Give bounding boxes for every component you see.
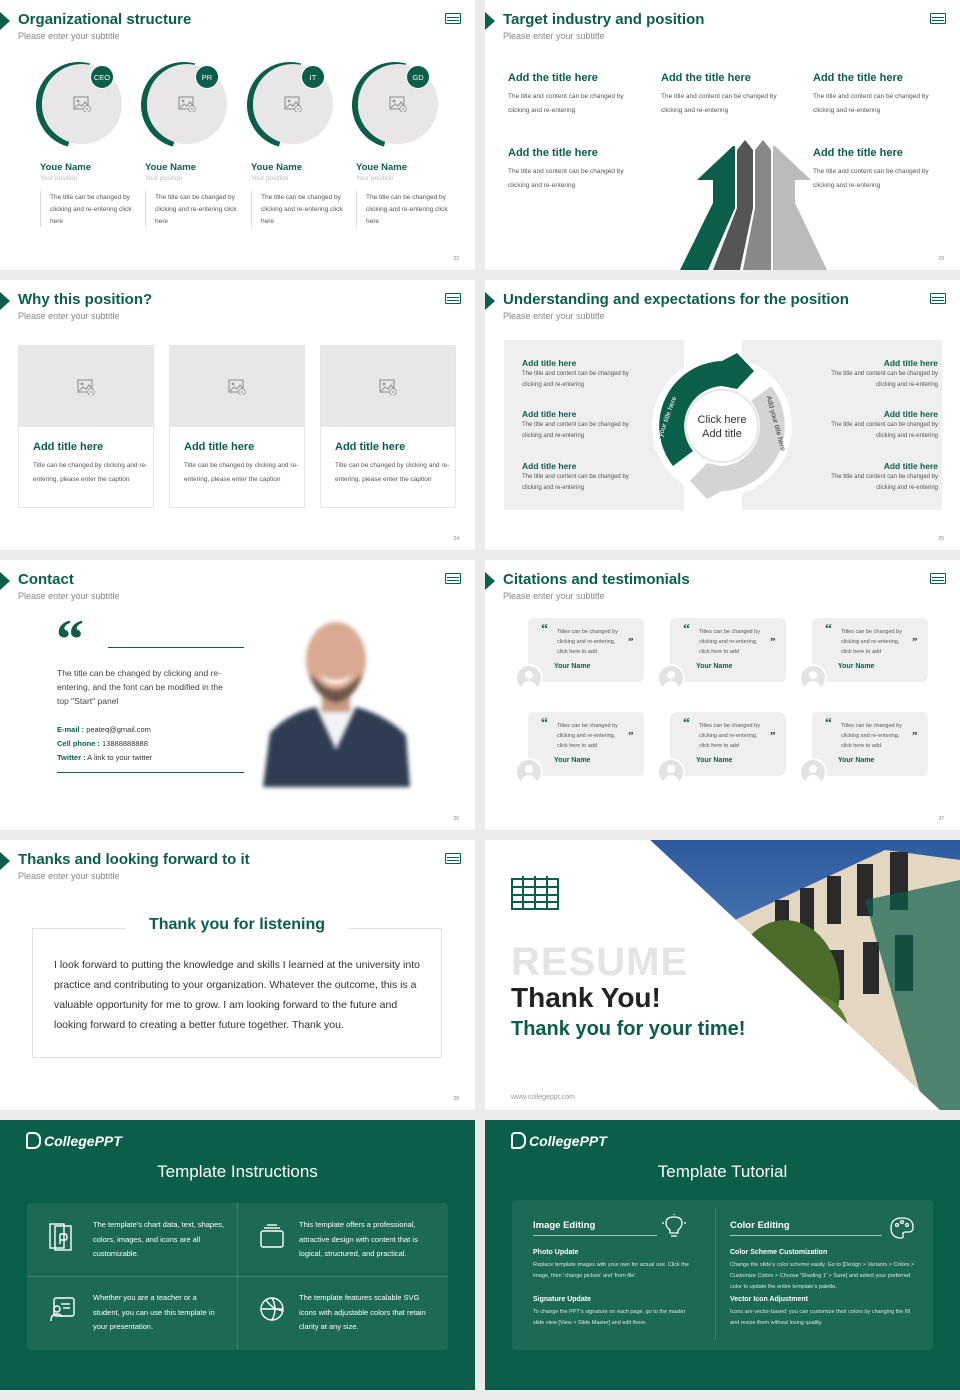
slide-subtitle: Please enter your subtitle	[503, 591, 605, 601]
target-item-title: Add the title here	[508, 147, 598, 159]
expectation-item	[823, 461, 938, 494]
card-image[interactable]	[170, 346, 304, 427]
card-title: Add title here	[335, 441, 406, 453]
contact-description: The title can be changed by clicking and re-entering, and the font can be modified in the top "Start" panel	[57, 668, 223, 706]
role-badge: IT	[301, 65, 325, 89]
page-number: 28	[453, 1096, 459, 1102]
expectation-text: The title and content can be changed by clicking and re-entering	[522, 422, 629, 439]
tutorial-section-title: Signature Update	[533, 1296, 591, 1303]
ball-icon	[258, 1295, 286, 1328]
person-divider	[40, 191, 41, 227]
brand-name: CollegePPT	[44, 1132, 122, 1149]
expectation-title: Add title here	[883, 409, 938, 419]
presenter-icon	[48, 1295, 76, 1328]
contact-phone	[57, 739, 148, 748]
instruction-text: Whether you are a teacher or a student, you can use this template in your presentation.	[93, 1293, 215, 1331]
slide-subtitle: Please enter your subtitle	[18, 311, 120, 321]
calendar-logo-icon	[445, 13, 461, 24]
role-badge: GD	[406, 65, 430, 89]
tutorial-title: Template Tutorial	[657, 1162, 788, 1181]
expectation-item	[823, 358, 938, 391]
person-name: Youe Name	[356, 162, 408, 173]
person-description: The title can be changed by clicking and re-entering click here	[50, 194, 132, 225]
cycle-arc-right-label: Add your title here	[764, 395, 787, 452]
quote-close-icon: ”	[628, 636, 634, 648]
quote-open-icon: “	[825, 622, 832, 637]
tutorial-section-title: Vector Icon Adjustment	[730, 1296, 808, 1303]
slide-understanding-expectations[interactable]	[485, 280, 960, 550]
slide-organizational-structure[interactable]	[0, 0, 475, 270]
slide-title: Citations and testimonials	[503, 571, 690, 588]
target-item-title: Add the title here	[508, 72, 598, 84]
quote-close-icon: ”	[770, 730, 776, 742]
cycle-arc-left-label: Add your title here	[652, 395, 679, 452]
lightbulb-icon	[661, 1214, 687, 1240]
card-image[interactable]	[19, 346, 153, 427]
divider-bottom	[57, 772, 244, 773]
slide-subtitle: Please enter your subtitle	[18, 31, 120, 41]
expectation-item	[823, 409, 938, 442]
quote-open-icon: “	[541, 622, 548, 637]
target-item-text: The title and content can be changed by clicking and re-entering	[508, 93, 624, 114]
person-photo	[258, 615, 413, 787]
website-url[interactable]: www.collegeppt.com	[511, 1094, 575, 1101]
cycle-center-text[interactable]: Click here Add title	[697, 414, 747, 440]
slide-title: Understanding and expectations for the position	[503, 291, 849, 308]
expectation-text: The title and content can be changed by clicking and re-entering	[831, 422, 938, 439]
page-number: 22	[453, 256, 459, 262]
image-editing-heading: Image Editing	[533, 1220, 596, 1231]
target-item-text: The title and content can be changed by clicking and re-entering	[508, 168, 624, 189]
card-title: Add title here	[184, 441, 255, 453]
person-position: Your position	[251, 175, 289, 182]
user-avatar-icon	[657, 758, 685, 786]
expectation-title: Add title here	[883, 358, 938, 368]
title-marker	[485, 572, 495, 590]
card-text: Title can be changed by clicking and re-entering, please enter the caption	[335, 462, 450, 483]
slide-subtitle: Please enter your subtitle	[18, 591, 120, 601]
brand-name: CollegePPT	[529, 1132, 607, 1149]
calendar-logo-icon	[445, 853, 461, 864]
instructions-title: Template Instructions	[157, 1162, 318, 1181]
page-number: 27	[938, 816, 944, 822]
testimonial-text: Titles can be changed by clicking and re-entering, click here to add	[699, 723, 760, 749]
position-card	[169, 345, 305, 508]
page-number: 23	[938, 256, 944, 262]
expectation-title: Add title here	[522, 461, 577, 471]
color-editing-heading: Color Editing	[730, 1220, 790, 1231]
page-number: 24	[453, 536, 459, 542]
quote-open-icon: “	[683, 622, 690, 637]
expectation-item	[522, 358, 637, 391]
instruction-text: The template's chart data, text, shapes, colors, images, and icons are all customizable.	[93, 1220, 225, 1258]
calendar-logo-icon	[445, 573, 461, 584]
person-description: The title can be changed by clicking and re-entering click here	[366, 194, 448, 225]
testimonial-text: Titles can be changed by clicking and re-entering, click here to add	[699, 629, 760, 655]
card-text: Title can be changed by clicking and re-entering, please enter the caption	[184, 462, 299, 483]
quote-open-icon: “	[541, 716, 548, 731]
slide-subtitle: Please enter your subtitle	[503, 311, 605, 321]
quote-close-icon: ”	[628, 730, 634, 742]
thanks-body: I look forward to putting the knowledge and skills I learned at the university into practice and contributing to your organization. Whatever the outcome, this is a valuable opportunity for me to grow. I am looking forward to the future and looking forward to creating a better future together. Thank you.	[54, 959, 420, 1031]
brand-logo	[26, 1132, 122, 1149]
divider-top	[108, 647, 244, 648]
slide-citations-testimonials[interactable]	[485, 560, 960, 830]
role-badge: CEO	[90, 65, 114, 89]
user-avatar-icon	[657, 664, 685, 692]
calendar-logo-icon	[930, 293, 946, 304]
slide-thank-you-cover[interactable]	[485, 840, 960, 1110]
slide-contact[interactable]	[0, 560, 475, 830]
slide-template-tutorial[interactable]	[485, 1120, 960, 1390]
role-badge: PR	[195, 65, 219, 89]
person-divider	[356, 191, 357, 227]
target-item-text: The title and content can be changed by clicking and re-entering	[813, 93, 929, 114]
user-avatar-icon	[799, 664, 827, 692]
quote-close-icon: ”	[912, 730, 918, 742]
title-marker	[0, 572, 10, 590]
email-label: E-mail :	[57, 725, 85, 734]
testimonial-text: Titles can be changed by clicking and re-entering, click here to add	[557, 723, 618, 749]
expectation-text: The title and content can be changed by clicking and re-entering	[831, 474, 938, 491]
target-item-text: The title and content can be changed by clicking and re-entering	[813, 168, 929, 189]
slide-subtitle: Please enter your subtitle	[503, 31, 605, 41]
person-description: The title can be changed by clicking and re-entering click here	[261, 194, 343, 225]
quote-close-icon: ”	[770, 636, 776, 648]
expectation-title: Add title here	[883, 461, 938, 471]
thank-you-subtitle: Thank you for your time!	[511, 1018, 746, 1040]
person-divider	[251, 191, 252, 227]
tutorial-section-title: Photo Update	[533, 1249, 579, 1256]
brand-logo	[511, 1132, 607, 1149]
page-number: 25	[938, 536, 944, 542]
testimonial-text: Titles can be changed by clicking and re-entering, click here to add	[557, 629, 618, 655]
phone-value[interactable]: 13888888888	[102, 739, 148, 748]
position-card	[18, 345, 154, 508]
tutorial-section-text: Change the slide's color scheme easily. Go to [Design > Variants > Colors > Customize Colors > Choose 'Shading 1' > Save] and select your preferred color to update the entire template's palette.	[730, 1262, 915, 1290]
testimonial-text: Titles can be changed by clicking and re-entering, click here to add	[841, 723, 902, 749]
tutorial-section-text: To change the PPT's signature on each page, go to the master slide view [View > Slide Master] and edit there.	[533, 1309, 686, 1326]
person-position: Your position	[356, 175, 394, 182]
quote-open-icon: “	[825, 716, 832, 731]
resume-watermark: RESUME	[511, 940, 689, 984]
person-divider	[145, 191, 146, 227]
expectation-text: The title and content can be changed by clicking and re-entering	[831, 371, 938, 388]
slide-title: Target industry and position	[503, 11, 705, 28]
thank-you-title: Thank You!	[511, 982, 661, 1013]
testimonial-text: Titles can be changed by clicking and re-entering, click here to add	[841, 629, 902, 655]
slide-template-instructions[interactable]	[0, 1120, 475, 1390]
layers-icon	[258, 1222, 286, 1255]
expectation-text: The title and content can be changed by clicking and re-entering	[522, 474, 629, 491]
palette-icon	[889, 1216, 915, 1240]
document-icon	[48, 1222, 76, 1257]
slide-title: Organizational structure	[18, 11, 192, 28]
slide-target-industry[interactable]	[485, 0, 960, 270]
person-position: Your position	[40, 175, 78, 182]
slide-thanks[interactable]	[0, 840, 475, 1110]
tutorial-section-text: Icons are vector-based: you can customize their colors by changing the fill and resize them without losing quality.	[730, 1309, 911, 1326]
card-image[interactable]	[321, 346, 455, 427]
testimonial-name: Your Name	[838, 757, 875, 764]
tutorial-section-text: Replace template images with your own for actual use. Click the image, then 'change picture' and 'from file'.	[533, 1262, 689, 1279]
twitter-label: Twitter :	[57, 753, 86, 762]
testimonial-name: Your Name	[554, 663, 591, 670]
target-item-title: Add the title here	[661, 72, 751, 84]
brand-p-icon	[26, 1132, 41, 1149]
contact-email	[57, 725, 151, 734]
person-name: Youe Name	[40, 162, 92, 173]
person-name: Youe Name	[145, 162, 197, 173]
tutorial-section-title: Color Scheme Customization	[730, 1249, 828, 1256]
title-marker	[485, 12, 495, 30]
calendar-logo-icon	[930, 573, 946, 584]
target-item-text: The title and content can be changed by clicking and re-entering	[661, 93, 777, 114]
heading-underline	[533, 1235, 657, 1236]
testimonial-name: Your Name	[554, 757, 591, 764]
expectation-title: Add title here	[522, 409, 577, 419]
page-number: 26	[453, 816, 459, 822]
calendar-logo-large-icon	[511, 876, 559, 910]
user-avatar-icon	[799, 758, 827, 786]
title-marker	[0, 292, 10, 310]
phone-label: Cell phone :	[57, 739, 100, 748]
upward-arrows-graphic	[635, 138, 850, 270]
expectation-item	[522, 461, 637, 494]
slide-title: Contact	[18, 571, 74, 588]
slide-subtitle: Please enter your subtitle	[18, 871, 120, 881]
slide-why-this-position[interactable]	[0, 280, 475, 550]
user-avatar-icon	[515, 664, 543, 692]
instruction-text: This template offers a professional, attractive design with content that is logical, structured, and practical.	[299, 1220, 418, 1258]
quote-close-icon: ”	[912, 636, 918, 648]
slide-title: Thanks and looking forward to it	[18, 851, 250, 868]
calendar-logo-icon	[930, 13, 946, 24]
expectation-title: Add title here	[522, 358, 577, 368]
testimonial-name: Your Name	[838, 663, 875, 670]
calendar-logo-icon	[445, 293, 461, 304]
brand-p-icon	[511, 1132, 526, 1149]
testimonial-name: Your Name	[696, 757, 733, 764]
testimonial-name: Your Name	[696, 663, 733, 670]
twitter-value[interactable]: A link to your twitter	[87, 753, 153, 762]
contact-twitter	[57, 753, 152, 762]
panel-divider-h	[27, 1276, 448, 1277]
person-position: Your position	[145, 175, 183, 182]
title-marker	[0, 852, 10, 870]
instruction-text: The template features scalable SVG icons with adjustable colors that retain clarity at any size.	[299, 1293, 426, 1331]
heading-underline	[730, 1235, 882, 1236]
panel-divider-v	[715, 1208, 716, 1340]
thanks-heading: Thank you for listening	[126, 916, 348, 934]
target-item-title: Add the title here	[813, 147, 903, 159]
title-marker	[0, 12, 10, 30]
person-name: Youe Name	[251, 162, 303, 173]
user-avatar-icon	[515, 758, 543, 786]
slide-title: Why this position?	[18, 291, 153, 308]
card-title: Add title here	[33, 441, 104, 453]
target-item-title: Add the title here	[813, 72, 903, 84]
title-marker	[485, 292, 495, 310]
person-description: The title can be changed by clicking and re-entering click here	[155, 194, 237, 225]
expectation-item	[522, 409, 637, 442]
quote-open-icon: “	[683, 716, 690, 731]
position-card	[320, 345, 456, 508]
email-value[interactable]: peateq@gmail.com	[86, 725, 151, 734]
quote-mark-icon: “	[56, 609, 84, 671]
card-text: Title can be changed by clicking and re-entering, please enter the caption	[33, 462, 148, 483]
expectation-text: The title and content can be changed by clicking and re-entering	[522, 371, 629, 388]
